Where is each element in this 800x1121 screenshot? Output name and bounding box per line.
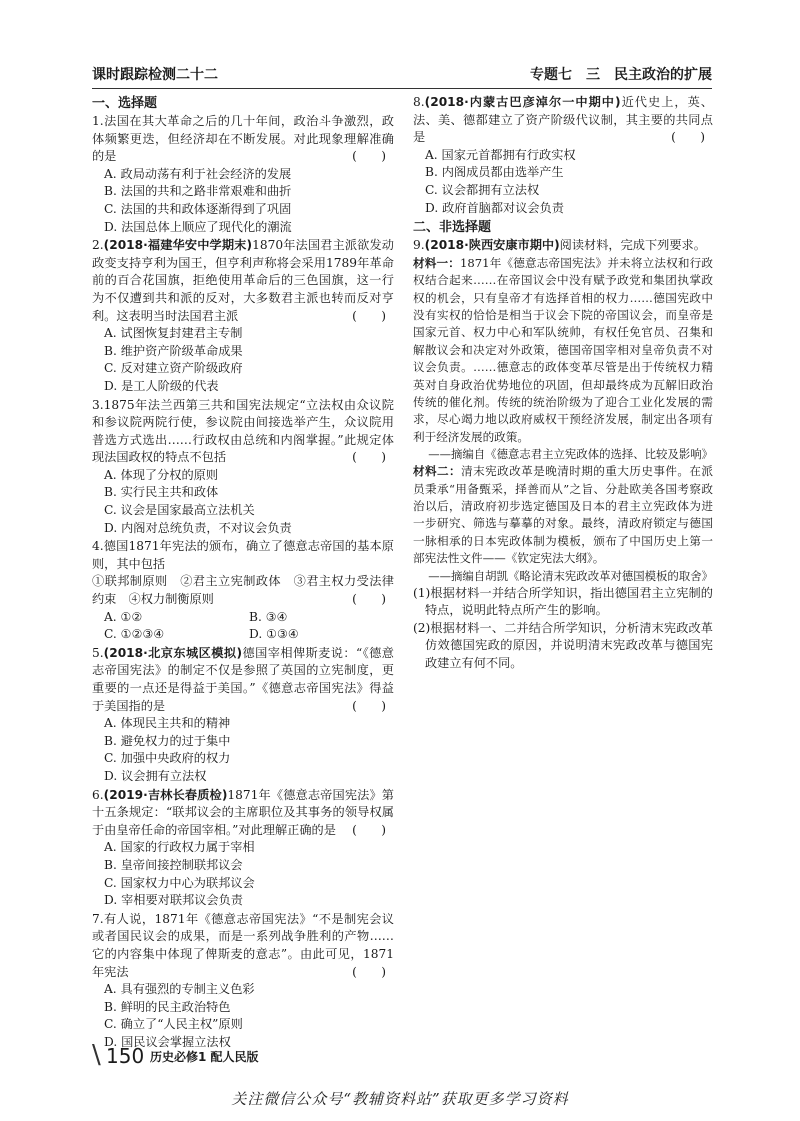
question-source: (2019·吉林长春质检) [103,787,228,802]
question-source: (2018·福建华安中学期末) [103,238,253,253]
answer-blank: ( ) [352,308,386,323]
footer-slash-mark: \ [92,1040,101,1070]
option-d: D. 国民议会掌握立法权 [104,1034,231,1049]
question-stem: 有人说，1871年《德意志帝国宪法》“不是制宪会议或者国民议会的成果，而是一系列战争胜利的产物……它的内容集中体现了俾斯麦的意志”。由此可见，1871年宪法 [92,911,394,979]
answer-blank: ( ) [352,698,386,713]
option-b: B. 内阁成员都由选举产生 [425,165,564,180]
handwritten-note: 关注微信公众号“教辅资料站”获取更多学习资料 [231,1090,569,1108]
option-d: D. 议会拥有立法权 [104,768,207,783]
material-two [413,463,713,567]
question-1: 1.法国在其大革命之后的几十年间，政治斗争激烈，政体频繁更迭，但经济却在不断发展。对此现象理解准确的是 ( ) A. 政局动荡有利于社会经济的发展 B. 法国的共和之路非常艰难和曲折 C. 法国的共和政体逐渐得到了巩固 D. 法国总体上顺应了现代化的潮流 [92,113,394,236]
page-number: 150 [106,1044,145,1068]
option-a: A. 国家的行政权力属于宰相 [104,840,255,855]
book-label: 历史必修1 配人民版 [150,1050,259,1064]
option-a: A. ①② [104,609,143,624]
sub-question-2: (2)根据材料一、二并结合所学知识，分析清末宪政改革仿效德国宪政的原因，并说明清末宪政改革与德国宪政建立有何不同。 [413,620,713,671]
question-8: 8.(2018·内蒙古巴彦淖尔一中期中)近代史上，英、法、美、德都建立了资产阶级代议制，其主要的共同点是 ( ) A. 国家元首都拥有行政实权 B. 内阁成员都由选举产生 C. 议会都拥有立法权 D. 政府首脑都对议会负责 [413,94,713,217]
question-2: 2.(2018·福建华安中学期末)1870年法国君主派欲发动政变支持亨利为国王，但亨利声称将会采用1789年革命前的百合花国旗，拒绝使用革命后的三色国旗，这一行为不仅遭到共和派的反对，大多数君主派也转而反对亨利。这表明当时法国君主派 ( ) A. 试图恢复封建君主专制 B. 维护资产阶级革命成果 C. 反对建立资产阶级政府 D. 是工人阶级的代表 [92,237,394,395]
option-b: B. 皇帝间接控制联邦议会 [104,857,243,872]
question-source: (2018·陕西安康市期中) [424,238,560,253]
header-left-title: 课时跟踪检测二十二 [92,67,218,83]
answer-blank: ( ) [671,130,705,145]
answer-blank: ( ) [352,592,386,607]
question-4: 4.德国1871年宪法的颁布，确立了德意志帝国的基本原则，其中包括 ①联邦制原则 ②君主立宪制政体 ③君主权力受法律约束 ④权力制衡原则 ( ) A. ①② B. ③④ C. ①②③④ D. ①③④ [92,538,394,644]
option-a: A. 政局动荡有利于社会经济的发展 [104,166,292,181]
option-c: C. 议会是国家最高立法机关 [104,503,255,518]
header-right-topic: 专题七 三 民主政治的扩展 [530,67,712,83]
option-d: D. 内阁对总统负责，不对议会负责 [104,520,292,535]
option-a: A. 国家元首都拥有行政实权 [425,147,576,162]
option-b: B. 鲜明的民主政治特色 [104,999,231,1014]
option-b: B. ③④ [249,609,288,624]
material-one-citation: ——摘编自《德意志君主立宪政体的选择、比较及影响》 [428,447,713,462]
right-column [413,94,713,674]
answer-blank: ( ) [352,149,386,164]
question-source: (2018·内蒙古巴彦淖尔一中期中) [424,95,621,109]
material-two-label: 材料二： [413,464,462,479]
option-d: D. 宰相要对联邦议会负责 [104,893,243,908]
page-header [92,62,712,89]
option-a: A. 具有强烈的专制主义色彩 [104,982,255,997]
question-3: 3.1875年法兰西第三共和国宪法规定“立法权由众议院和参议院两院行使，参议院由间接选举产生，众议院用普选方式选出……行政权由总统和内阁掌握。”此规定体现法国政权的特点不包括 ( ) A. 体现了分权的原则 B. 实行民主共和政体 C. 议会是国家最高立法机关 D. 内阁对总统负责，不对议会负责 [92,397,394,538]
option-d: D. 法国总体上顺应了现代化的潮流 [104,219,292,234]
option-b: B. 实行民主共和政体 [104,485,219,500]
option-c: C. ①②③④ [104,627,165,642]
option-a: A. 体现民主共和的精神 [104,716,231,731]
question-stem: 德国宰相俾斯麦说：“《德意志帝国宪法》的制定不仅是参照了英国的立宪制度，更重要的一点还是得益于美国。”《德意志帝国宪法》得益于美国指的是 [92,645,394,713]
question-stem: 阅读材料，完成下列要求。 [559,238,706,253]
answer-blank: ( ) [352,964,386,979]
material-two-citation: ——摘编自胡凯《略论清末宪政改革对德国模板的取舍》 [428,568,713,583]
option-c: C. 国家权力中心为联邦议会 [104,875,255,890]
option-c: C. 法国的共和政体逐渐得到了巩固 [104,201,292,216]
material-one-label: 材料一： [413,255,461,270]
question-stem: 1875年法兰西第三共和国宪法规定“立法权由众议院和参议院两院行使，参议院由间接选举产生，众议院用普选方式选出……行政权由总统和内阁掌握。”此规定体现法国政权的特点不包括 [92,397,394,465]
left-column [92,94,394,1052]
option-c: C. 加强中央政府的权力 [104,751,231,766]
sub-question-1: (1)根据材料一并结合所学知识，指出德国君主立宪制的特点，说明此特点所产生的影响。 [413,585,713,618]
answer-blank: ( ) [352,450,386,465]
question-5: 5.(2018·北京东城区模拟)德国宰相俾斯麦说：“《德意志帝国宪法》的制定不仅是参照了英国的立宪制度，更重要的一点还是得益于美国。”《德意志帝国宪法》得益于美国指的是 ( ) A. 体现民主共和的精神 B. 避免权力的过于集中 C. 加强中央政府的权力 D. 议会拥有立法权 [92,645,394,786]
option-d: D. 政府首脑都对议会负责 [425,200,564,215]
option-d: D. 是工人阶级的代表 [104,378,219,393]
material-two-text: 清末宪政改革是晚清时期的重大历史事件。在派员秉承“用备甄采，择善而从”之旨、分赴欧美各国考察政治以后，清政府初步选定德国及日本的君主立宪政体为进一步研究、筛选与摹摹的对象。最终，清政府锁定与德国一脉相承的日本宪政体制为模板，颁布了中国历史上第一部宪法性文件——《钦定宪法大纲》。 [413,464,713,566]
question-7: 7.有人说，1871年《德意志帝国宪法》“不是制宪会议或者国民议会的成果，而是一系列战争胜利的产物……它的内容集中体现了俾斯麦的意志”。由此可见，1871年宪法 ( ) A. 具有强烈的专制主义色彩 B. 鲜明的民主政治特色 C. 确立了“人民主权”原则 D. 国民议会掌握立法权 [92,911,394,1052]
section-choice-heading: 一、选择题 [92,96,158,111]
question-9: 9.(2018·陕西安康市期中)阅读材料，完成下列要求。 材料一：1871年《德意志帝国宪法》并未将立法权和行政权结合起来……在帝国议会中没有赋予政党和集团执掌政权的机会，只有皇帝才有选择首相的权力……德国宪政中没有实权的恰恰是相当于议会下院的帝国议会，而皇帝是国家元首、权力中心和军队统帅，有权任免官员、召集和解散议会和决定对外政策，德国帝国宰相对皇帝负责不对议会负责。……德意志的政体变革尽管是出于传统权力精英对自身政治优势地位的巩固，但却最终成为瓦解旧政治传统的催化剂。传统的统治阶级为了迎合工业化发展的需求，尽心竭力地以政府威权干预经济发展，制定出各项有利于经济发展的政策。 ——摘编自《德意志君主立宪政体的选择、比较及影响》 材料二：清末宪政改革是晚清时期的重大历史事件。在派员秉承“用备甄采，择善而从”之旨、分赴欧美各国考察政治以后，清政府初步选定德国及日本的君主立宪政体为进一步研究、筛选与摹摹的对象。最终，清政府锁定与德国一脉相承的日本宪政体制为模板，颁布了中国历史上第一部宪法性文件——《钦定宪法大纲》。 ——摘编自胡凯《略论清末宪政改革对德国模板的取舍》 (1)根据材料一并结合所学知识，指出德国君主立宪制的特点，说明此特点所产生的影响。 (2)根据材料一、二并结合所学知识，分析清末宪政改革仿效德国宪政的原因，并说明清末宪政改革与德国宪政建立有何不同。 [413,237,713,672]
option-b: B. 法国的共和之路非常艰难和曲折 [104,184,292,199]
question-stem: 1870年法国君主派欲发动政变支持亨利为国王，但亨利声称将会采用1789年革命前的百合花国旗，拒绝使用革命后的三色国旗，这一行为不仅遭到共和派的反对，大多数君主派也转而反对亨利。这表明当时法国君主派 [92,238,394,323]
question-items: ①联邦制原则 ②君主立宪制政体 ③君主权力受法律约束 ④权力制衡原则 [92,574,394,607]
option-c: C. 确立了“人民主权”原则 [104,1017,243,1032]
option-a: A. 体现了分权的原则 [104,467,219,482]
option-c: C. 反对建立资产阶级政府 [104,361,243,376]
question-6: 6.(2019·吉林长春质检)1871年《德意志帝国宪法》第十五条规定：“联邦议会的主席职位及其事务的领导权属于由皇帝任命的帝国宰相。”对此理解正确的是 ( ) A. 国家的行政权力属于宰相 B. 皇帝间接控制联邦议会 C. 国家权力中心为联邦议会 D. 宰相要对联邦议会负责 [92,787,394,910]
option-a: A. 试图恢复封建君主专制 [104,326,243,341]
material-one-text: 1871年《德意志帝国宪法》并未将立法权和行政权结合起来……在帝国议会中没有赋予政党和集团执掌政权的机会，只有皇帝才有选择首相的权力……德国宪政中没有实权的恰恰是相当于议会下院的帝国议会，而皇帝是国家元首、权力中心和军队统帅，有权任免官员、召集和解散议会和决定对外政策，德国帝国宰相对皇帝负责不对议会负责。……德意志的政体变革尽管是出于传统权力精英对自身政治优势地位的巩固，但却最终成为瓦解旧政治传统的催化剂。传统的统治阶级为了迎合工业化发展的需求，尽心竭力地以政府威权干预经济发展，制定出各项有利于经济发展的政策。 [413,255,713,444]
answer-blank: ( ) [352,822,386,837]
question-stem: 1871年《德意志帝国宪法》第十五条规定：“联邦议会的主席职位及其事务的领导权属于由皇帝任命的帝国宰相。”对此理解正确的是 [92,787,394,837]
option-d: D. ①③④ [249,627,299,642]
option-c: C. 议会都拥有立法权 [425,182,540,197]
option-b: B. 维护资产阶级革命成果 [104,343,243,358]
question-stem: 法国在其大革命之后的几十年间，政治斗争激烈，政体频繁更迭，但经济却在不断发展。对此现象理解准确的是 [92,114,394,164]
question-stem: 德国1871年宪法的颁布，确立了德意志帝国的基本原则，其中包括 [92,539,394,571]
section-nonchoice-heading: 二、非选择题 [413,220,492,236]
option-b: B. 避免权力的过于集中 [104,733,231,748]
material-one [413,255,713,446]
question-stem: 近代史上，英、法、美、德都建立了资产阶级代议制，其主要的共同点是 [413,95,713,145]
question-source: (2018·北京东城区模拟) [103,645,243,660]
